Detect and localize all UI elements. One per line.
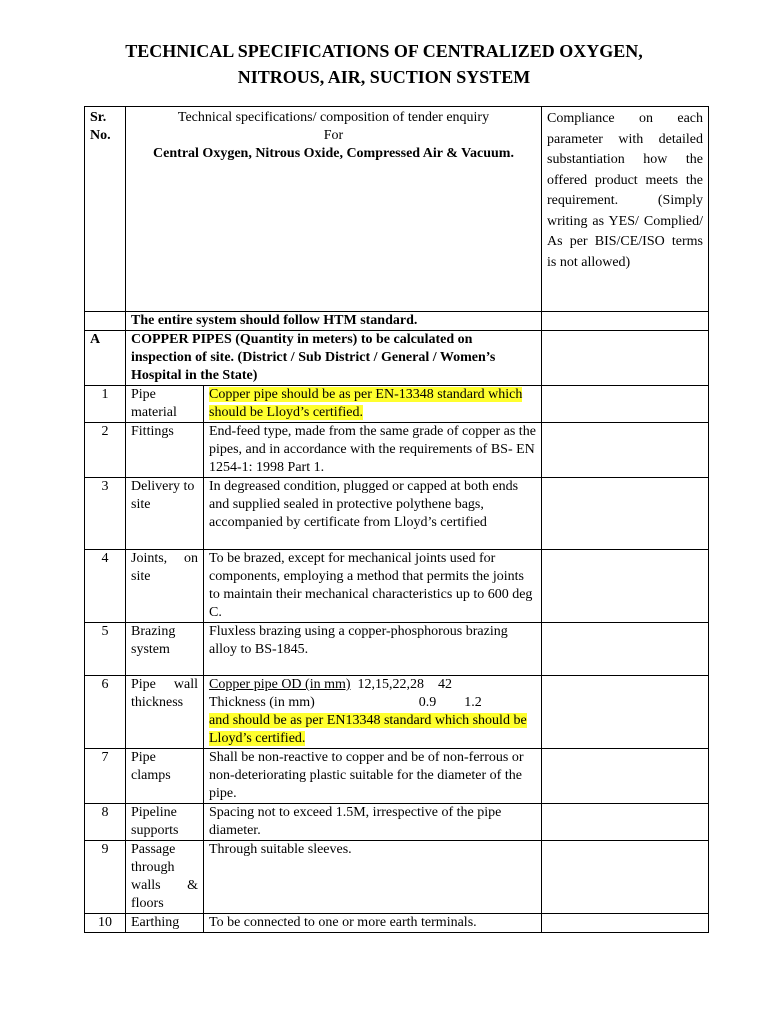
section-a-compliance <box>542 331 709 386</box>
row-number: 4 <box>85 550 126 623</box>
thickness-value-2: 1.2 <box>464 695 482 710</box>
row-specification: End-feed type, made from the same grade of copper as the pipes, and in accordance with the requirements of BS- EN 1254-1: 1998 Part 1. <box>204 423 542 478</box>
row-specification: Through suitable sleeves. <box>204 841 542 914</box>
pipe-od-values: 12,15,22,28 <box>357 677 425 692</box>
row-compliance <box>542 841 709 914</box>
row-specification: Spacing not to exceed 1.5M, irrespective of the pipe diameter. <box>204 804 542 841</box>
row-specification: Shall be non-reactive to copper and be of non-ferrous or non-deteriorating plastic suitable for the diameter of the pipe. <box>204 749 542 804</box>
row-parameter: Earthing <box>126 914 204 933</box>
row-parameter: Brazing system <box>126 623 204 676</box>
pipe-od-label: Copper pipe OD (in mm) <box>209 677 351 692</box>
row-specification: To be brazed, except for mechanical joints used for components, employing a method that permits the joints to maintain their mechanical characteristics up to 600 deg C. <box>204 550 542 623</box>
standard-row-text: The entire system should follow HTM standard. <box>126 312 542 331</box>
row-parameter: Passage through walls & floors <box>126 841 204 914</box>
table-row <box>85 423 709 478</box>
spec-header-line-3: Central Oxygen, Nitrous Oxide, Compressed Air & Vacuum. <box>153 146 514 161</box>
pipe-od-last: 42 <box>438 677 453 692</box>
row-compliance <box>542 749 709 804</box>
thickness-line <box>209 694 536 712</box>
header-row <box>85 107 709 312</box>
section-a-text: COPPER PIPES (Quantity in meters) to be calculated on inspection of site. (District / Sub District / General / Women’s Hospital in the State) <box>126 331 542 386</box>
row-parameter: Fittings <box>126 423 204 478</box>
row-parameter: Pipe wall thickness <box>126 676 204 749</box>
table-row <box>85 676 709 749</box>
row-compliance <box>542 423 709 478</box>
document-title <box>0 38 768 90</box>
table-row <box>85 841 709 914</box>
table-row <box>85 749 709 804</box>
row-number: 8 <box>85 804 126 841</box>
row-number: 5 <box>85 623 126 676</box>
thickness-label: Thickness (in mm) <box>209 695 315 710</box>
row-number: 1 <box>85 386 126 423</box>
row-compliance <box>542 386 709 423</box>
spec-header-line-1: Technical specifications/ composition of tender enquiry <box>177 110 490 125</box>
row-compliance <box>542 623 709 676</box>
spec-table <box>84 106 709 933</box>
table-row <box>85 550 709 623</box>
row-specification <box>204 676 542 749</box>
spec-header-line-2: For <box>323 128 344 143</box>
spec-header <box>126 107 542 312</box>
compliance-header: Compliance on each parameter with detailed substantiation how the offered product meets the requirement. (Simply writing as YES/ Complied/ As per BIS/CE/ISO terms is not allowed) <box>542 107 709 312</box>
standard-row-sr <box>85 312 126 331</box>
row-number: 6 <box>85 676 126 749</box>
row-specification: Fluxless brazing using a copper-phosphorous brazing alloy to BS-1845. <box>204 623 542 676</box>
row-parameter: Delivery to site <box>126 478 204 550</box>
thickness-value-1: 0.9 <box>418 695 437 710</box>
row-number: 3 <box>85 478 126 550</box>
table-row <box>85 804 709 841</box>
pipe-od-line <box>209 676 536 694</box>
row-compliance <box>542 676 709 749</box>
row-compliance <box>542 550 709 623</box>
row-number: 10 <box>85 914 126 933</box>
row-number: 7 <box>85 749 126 804</box>
sr-no-header: Sr. No. <box>85 107 126 312</box>
section-a-label: A <box>85 331 126 386</box>
row-specification-text: Copper pipe should be as per EN-13348 standard which should be Lloyd’s certified. <box>209 387 523 420</box>
row-compliance <box>542 478 709 550</box>
row-number: 9 <box>85 841 126 914</box>
row-compliance <box>542 804 709 841</box>
section-a-row <box>85 331 709 386</box>
pipe-thickness-note: and should be as per EN13348 standard which should be Lloyd’s certified. <box>209 713 527 746</box>
table-row <box>85 478 709 550</box>
row-compliance <box>542 914 709 933</box>
row-specification <box>204 386 542 423</box>
title-line-2: NITROUS, AIR, SUCTION SYSTEM <box>237 67 531 87</box>
row-specification: In degreased condition, plugged or capped at both ends and supplied sealed in protective polythene bags, accompanied by certificate from Lloyd’s certified <box>204 478 542 550</box>
standard-row <box>85 312 709 331</box>
row-parameter: Pipe clamps <box>126 749 204 804</box>
row-parameter: Joints, on site <box>126 550 204 623</box>
row-number: 2 <box>85 423 126 478</box>
row-parameter: Pipeline supports <box>126 804 204 841</box>
table-row <box>85 386 709 423</box>
title-line-1: TECHNICAL SPECIFICATIONS OF CENTRALIZED OXYGEN, <box>125 41 643 61</box>
table-row <box>85 914 709 933</box>
row-specification: To be connected to one or more earth terminals. <box>204 914 542 933</box>
row-parameter: Pipe material <box>126 386 204 423</box>
table-row <box>85 623 709 676</box>
standard-row-compliance <box>542 312 709 331</box>
